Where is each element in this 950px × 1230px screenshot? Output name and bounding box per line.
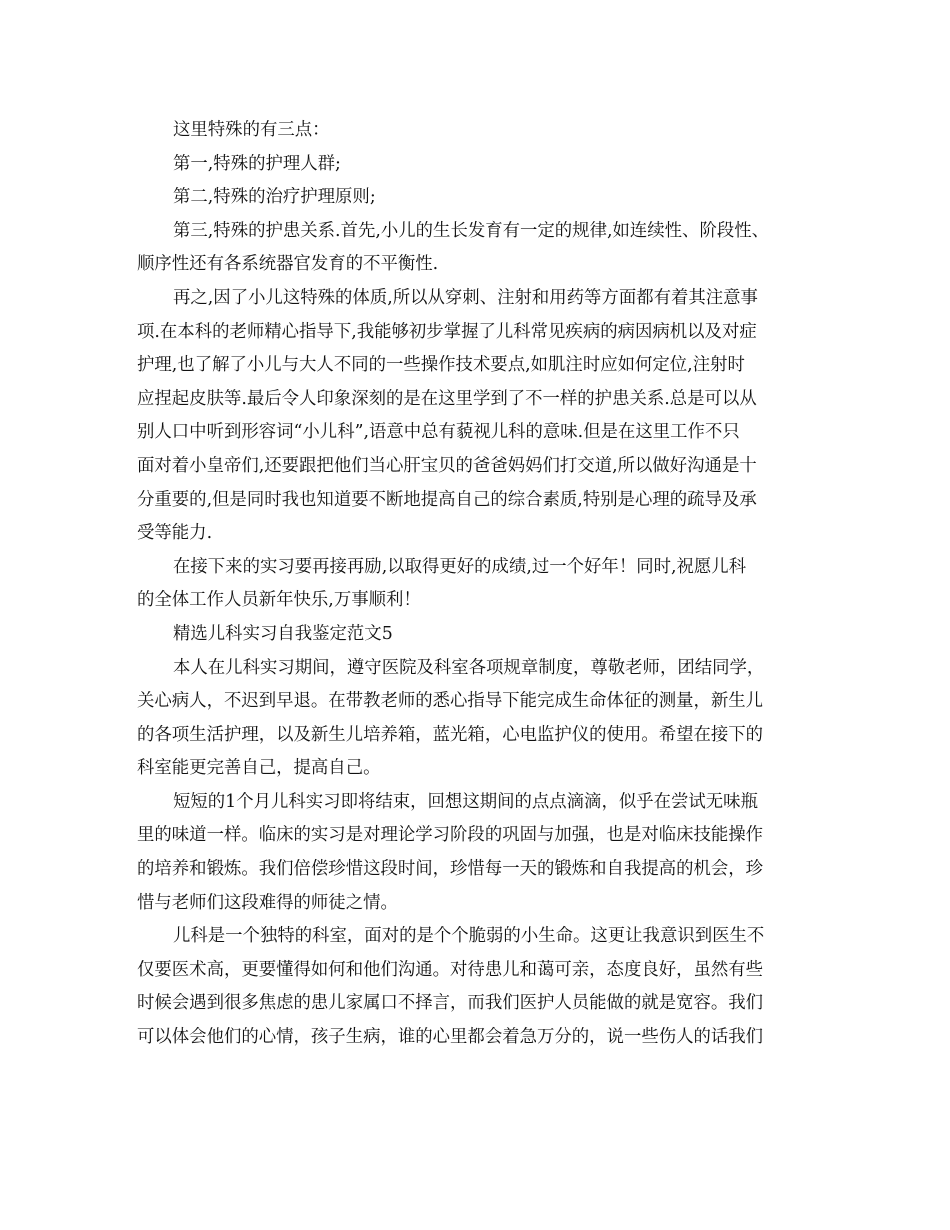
- text-line: 可以体会他们的心情，孩子生病，谁的心里都会着急万分的，说一些伤人的话我们: [137, 1027, 764, 1048]
- text-line: 第三,特殊的护患关系.首先,小儿的生长发育有一定的规律,如连续性、阶段性、: [173, 220, 770, 241]
- text-line: 的各项生活护理，以及新生儿培养箱，蓝光箱，心电监护仪的使用。希望在接下的: [137, 724, 764, 745]
- text-line: 第二,特殊的治疗护理原则;: [173, 187, 376, 208]
- text-line: 惜与老师们这段难得的师徒之情。: [137, 892, 398, 913]
- text-line: 关心病人，不迟到早退。在带教老师的悉心指导下能完成生命体征的测量，新生儿: [137, 691, 764, 712]
- text-line: 别人口中听到形容词“小儿科”,语意中总有藐视儿科的意味.但是在这里工作不只: [137, 422, 740, 443]
- text-line: 分重要的,但是同时我也知道要不断地提高自己的综合素质,特别是心理的疏导及承: [137, 489, 757, 510]
- text-line: 里的味道一样。临床的实习是对理论学习阶段的巩固与加强，也是对临床技能操作: [137, 825, 764, 846]
- text-line: 在接下来的实习要再接再励,以取得更好的成绩,过一个好年！同时,祝愿儿科: [173, 556, 747, 577]
- text-line: 科室能更完善自己，提高自己。: [137, 758, 381, 779]
- document-body: [137, 114, 827, 1055]
- text-line: 仅要医术高，更要懂得如何和他们沟通。对待患儿和蔼可亲，态度良好，虽然有些: [137, 959, 764, 980]
- text-line: 儿科是一个独特的科室，面对的是个个脆弱的小生命。这更让我意识到医生不: [173, 926, 765, 947]
- text-line: 短短的1个月儿科实习即将结束，回想这期间的点点滴滴，似乎在尝试无味瓶: [173, 791, 758, 812]
- text-line: 顺序性还有各系统器官发育的不平衡性.: [137, 254, 439, 275]
- text-line: 这里特殊的有三点：: [173, 120, 330, 140]
- text-line: 时候会遇到很多焦虑的患儿家属口不择言，而我们医护人员能做的就是宽容。我们: [137, 993, 764, 1014]
- text-line: 面对着小皇帝们,还要跟把他们当心肝宝贝的爸爸妈妈们打交道,所以做好沟通是十: [137, 455, 757, 476]
- text-line: 项.在本科的老师精心指导下,我能够初步掌握了儿科常见疾病的病因病机以及对症: [137, 321, 757, 342]
- text-line: 的全体工作人员新年快乐,万事顺利！: [137, 590, 421, 611]
- text-line: 护理,也了解了小儿与大人不同的一些操作技术要点,如肌注时应如何定位,注射时: [137, 355, 745, 376]
- text-line: 应捏起皮肤等.最后令人印象深刻的是在这里学到了不一样的护患关系.总是可以从: [137, 388, 757, 409]
- text-line: 的培养和锻炼。我们倍偿珍惜这段时间，珍惜每一天的锻炼和自我提高的机会，珍: [137, 859, 764, 880]
- text-line: 本人在儿科实习期间，遵守医院及科室各项规章制度，尊敬老师，团结同学，: [173, 657, 765, 678]
- text-line: 精选儿科实习自我鉴定范文5: [173, 623, 393, 644]
- text-line: 再之,因了小儿这特殊的体质,所以从穿刺、注射和用药等方面都有着其注意事: [173, 287, 758, 308]
- text-line: 受等能力.: [137, 523, 213, 544]
- text-line: 第一,特殊的护理人群;: [173, 153, 341, 174]
